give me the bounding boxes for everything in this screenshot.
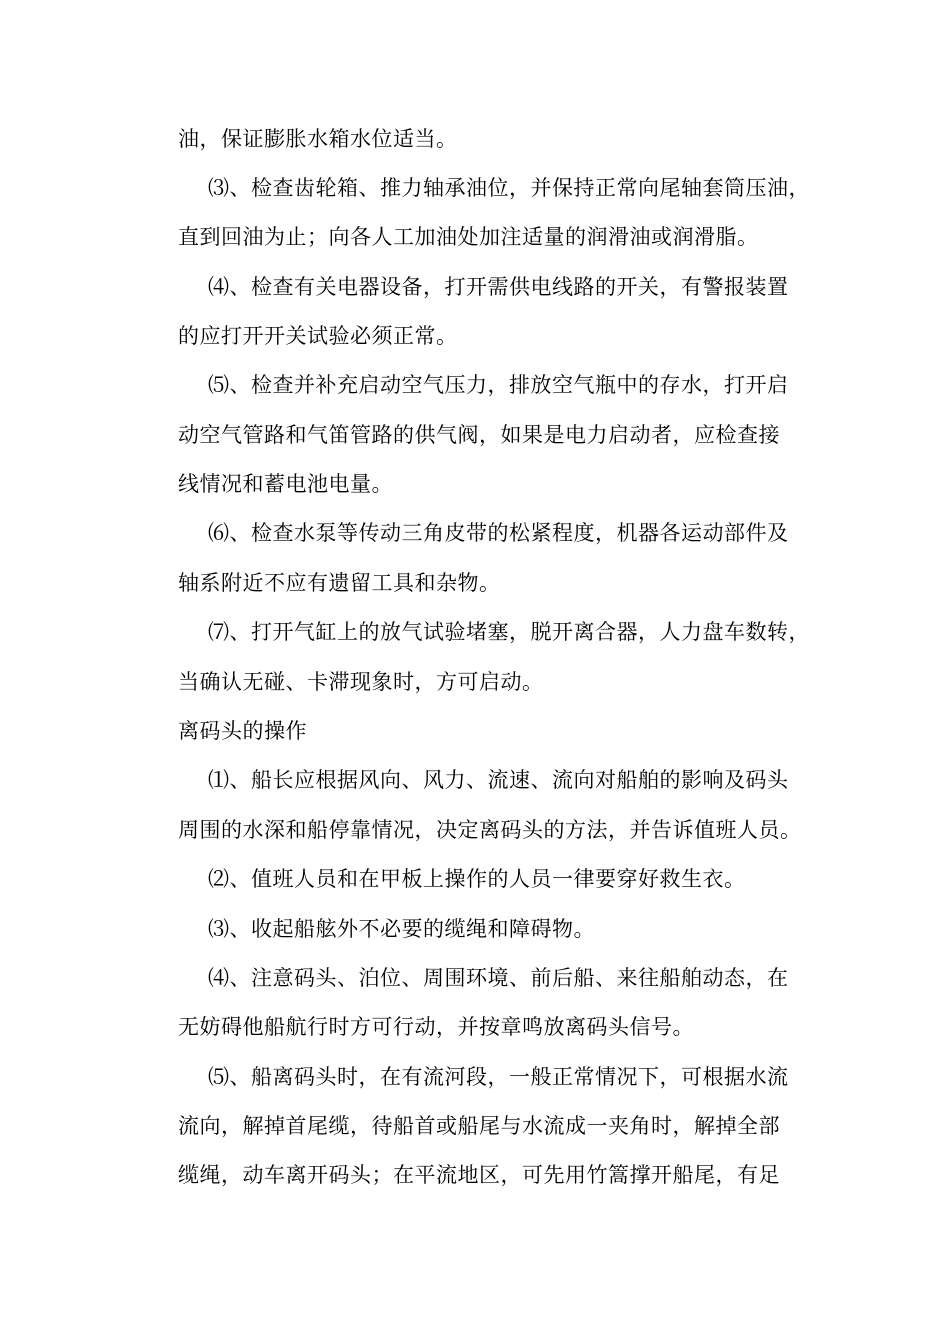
text-line: ⑶、收起船舷外不必要的缆绳和障碍物。: [208, 917, 595, 941]
text-line: ⑶、检查齿轮箱、推力轴承油位，并保持正常向尾轴套筒压油，: [208, 176, 810, 200]
text-line: 缆绳，动车离开码头；在平流地区，可先用竹篙撑开船尾，有足: [178, 1163, 780, 1187]
text-line: ⑴、船长应根据风向、风力、流速、流向对船舶的影响及码头: [208, 768, 789, 792]
text-line: ⑷、注意码头、泊位、周围环境、前后船、来往船舶动态，在: [208, 966, 789, 990]
text-line: 轴系附近不应有遗留工具和杂物。: [178, 571, 501, 595]
text-line: ⑵、值班人员和在甲板上操作的人员一律要穿好救生衣。: [208, 867, 746, 891]
text-line: 周围的水深和船停靠情况，决定离码头的方法，并告诉值班人员。: [178, 818, 802, 842]
section-heading: 离码头的操作: [178, 719, 307, 743]
text-line: 当确认无碰、卡滞现象时，方可启动。: [178, 670, 544, 694]
text-line: ⑸、检查并补充启动空气压力，排放空气瓶中的存水，打开启: [208, 373, 789, 397]
text-line: 直到回油为止；向各人工加油处加注适量的润滑油或润滑脂。: [178, 225, 759, 249]
text-line: 流向，解掉首尾缆，待船首或船尾与水流成一夹角时，解掉全部: [178, 1114, 780, 1138]
text-line: ⑺、打开气缸上的放气试验堵塞，脱开离合器，人力盘车数转，: [208, 620, 810, 644]
text-line: 动空气管路和气笛管路的供气阀，如果是电力启动者，应检查接: [178, 423, 780, 447]
text-line: 的应打开开关试验必须正常。: [178, 324, 458, 348]
text-line: ⑷、检查有关电器设备，打开需供电线路的开关，有警报装置: [208, 275, 789, 299]
text-line: ⑹、检查水泵等传动三角皮带的松紧程度，机器各运动部件及: [208, 521, 789, 545]
text-line: ⑸、船离码头时，在有流河段，一般正常情况下，可根据水流: [208, 1065, 789, 1089]
text-line: 油，保证膨胀水箱水位适当。: [178, 127, 458, 151]
text-line: 线情况和蓄电池电量。: [178, 472, 393, 496]
text-line: 无妨碍他船航行时方可行动，并按章鸣放离码头信号。: [178, 1015, 694, 1039]
